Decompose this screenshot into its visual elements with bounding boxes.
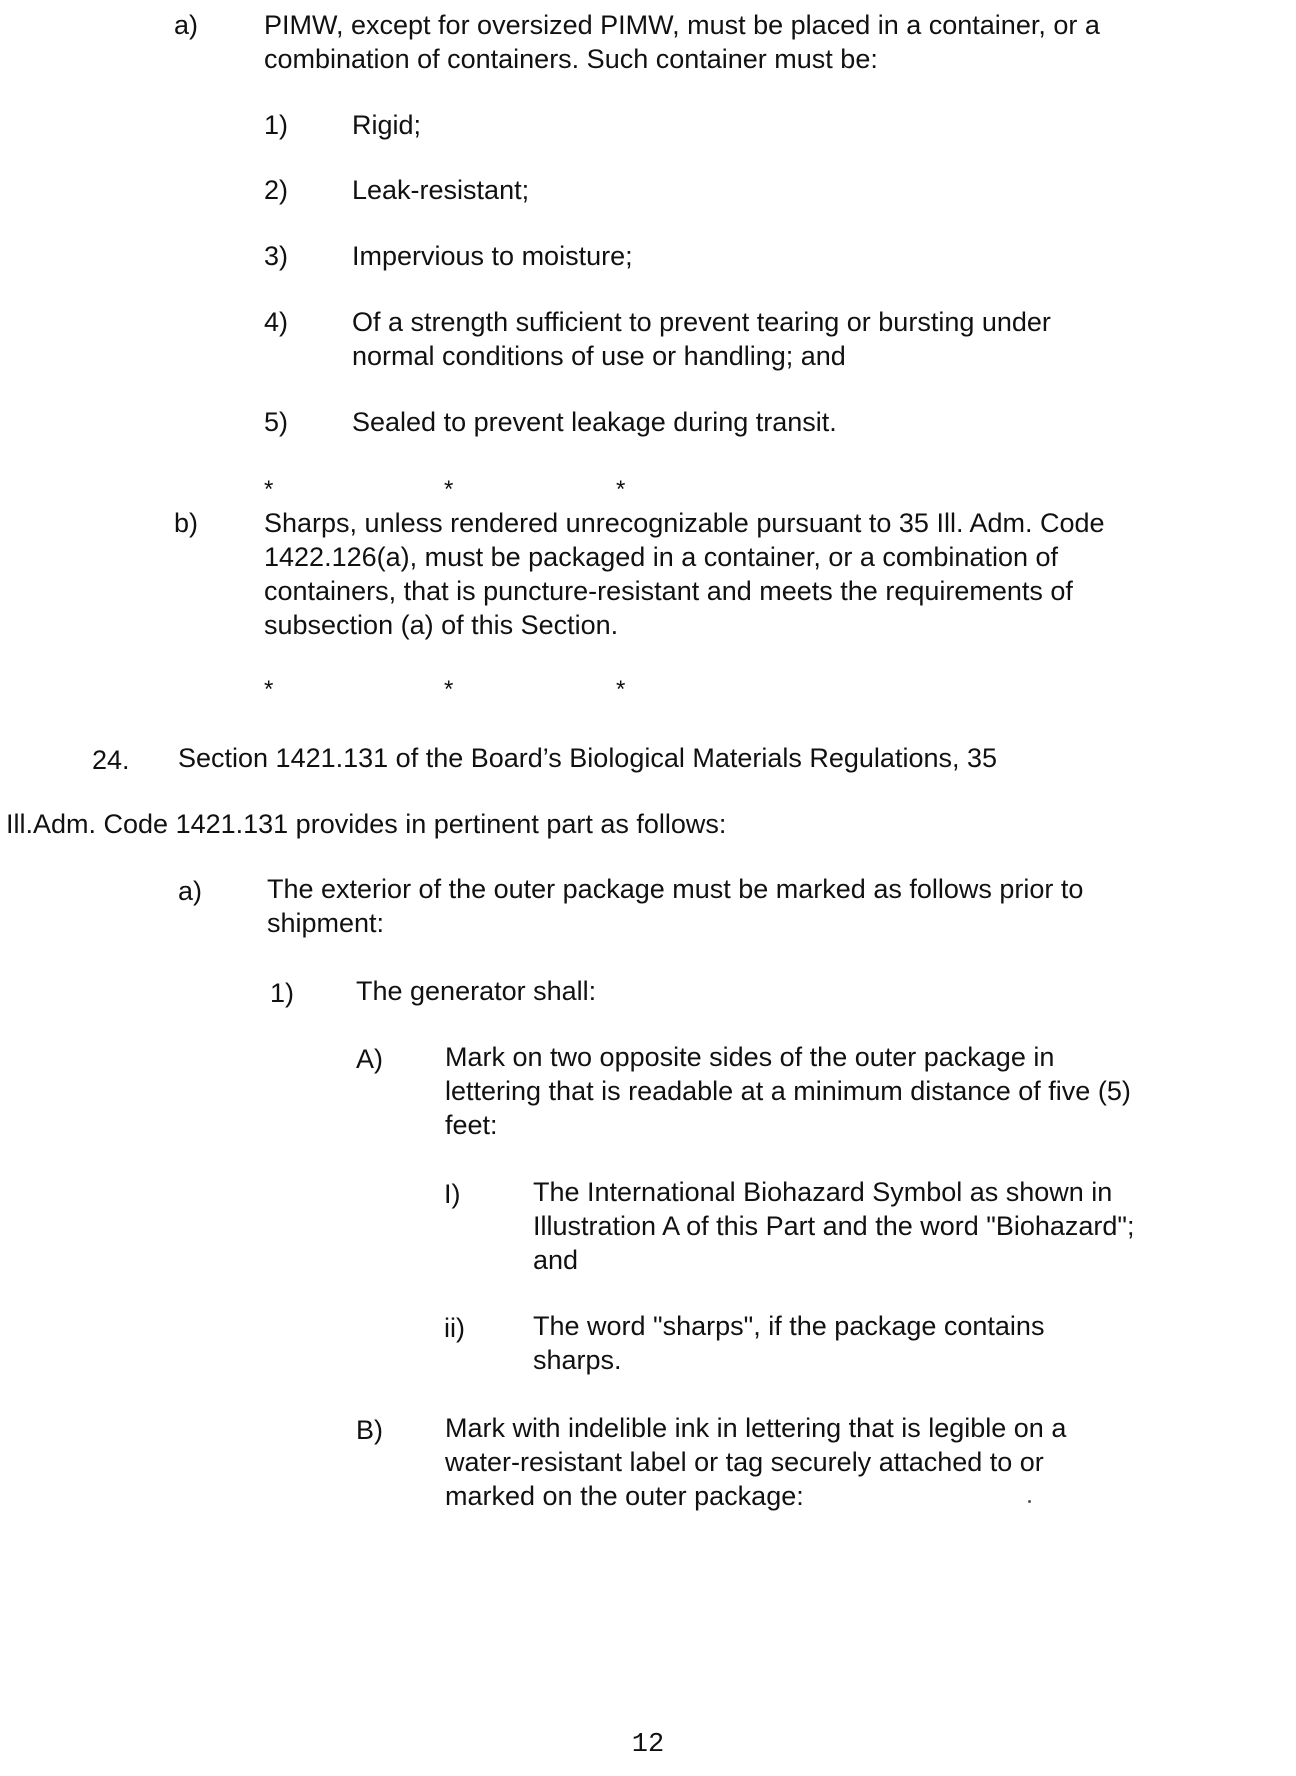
- item-I-text: The International Biohazard Symbol as shown in Illustration A of this Part and the word "Biohazard"; and: [533, 1177, 1135, 1275]
- item-5-text: Sealed to prevent leakage during transit.: [352, 407, 837, 437]
- ellipsis-star: *: [444, 676, 454, 703]
- item-ii-text: The word "sharps", if the package contains sharps.: [533, 1311, 1045, 1375]
- item-2-text: Leak-resistant;: [352, 175, 530, 205]
- item-A-text: Mark on two opposite sides of the outer package in lettering that is readable at a minimum distance of five (5) feet:: [445, 1042, 1131, 1140]
- paragraph-24-line2: Ill.Adm. Code 1421.131 provides in pertinent part as follows:: [6, 809, 727, 839]
- ellipsis-star: *: [264, 676, 274, 703]
- section-a-label: a): [174, 10, 199, 40]
- item-4-label: 4): [264, 307, 289, 337]
- ellipsis-star: *: [616, 476, 626, 503]
- ellipsis-star: *: [616, 676, 626, 703]
- item-B-text: Mark with indelible ink in lettering that is legible on a water-resistant label or tag securely attached to or marked on the outer package:: [445, 1413, 1067, 1511]
- paragraph-24-line1: Section 1421.131 of the Board’s Biological Materials Regulations, 35: [178, 743, 998, 773]
- paragraph-number: 24.: [92, 745, 130, 775]
- item-3-label: 3): [264, 241, 289, 271]
- item-3-text: Impervious to moisture;: [352, 241, 633, 271]
- section-b-label: b): [174, 508, 199, 538]
- item-2-label: 2): [264, 175, 289, 205]
- item-A-label: A): [356, 1044, 383, 1074]
- item-131-1-label: 1): [270, 978, 295, 1008]
- item-B-label: B): [356, 1415, 383, 1445]
- item-I-label: I): [444, 1179, 461, 1209]
- item-1-label: 1): [264, 110, 289, 140]
- item-1-text: Rigid;: [352, 110, 422, 140]
- ellipsis-star: *: [444, 476, 454, 503]
- item-5-label: 5): [264, 407, 289, 437]
- section-b-text: Sharps, unless rendered unrecognizable pursuant to 35 Ill. Adm. Code 1422.126(a), must be packaged in a container, or a combination of containers, that is puncture-resistant and meets the requirements of subsection (a) of this Section.: [264, 508, 1105, 640]
- ellipsis-star: *: [264, 476, 274, 503]
- section-131a-text: The exterior of the outer package must be marked as follows prior to shipment:: [267, 874, 1084, 938]
- item-131-1-text: The generator shall:: [356, 976, 597, 1006]
- scan-speck: [1028, 1500, 1031, 1503]
- item-ii-label: ii): [444, 1313, 465, 1343]
- page-number: 12: [631, 1730, 665, 1760]
- item-4-text: Of a strength sufficient to prevent tearing or bursting under normal conditions of use or handling; and: [352, 307, 1051, 371]
- section-a-text: PIMW, except for oversized PIMW, must be placed in a container, or a combination of containers. Such container must be:: [264, 10, 1100, 74]
- section-131a-label: a): [178, 876, 203, 906]
